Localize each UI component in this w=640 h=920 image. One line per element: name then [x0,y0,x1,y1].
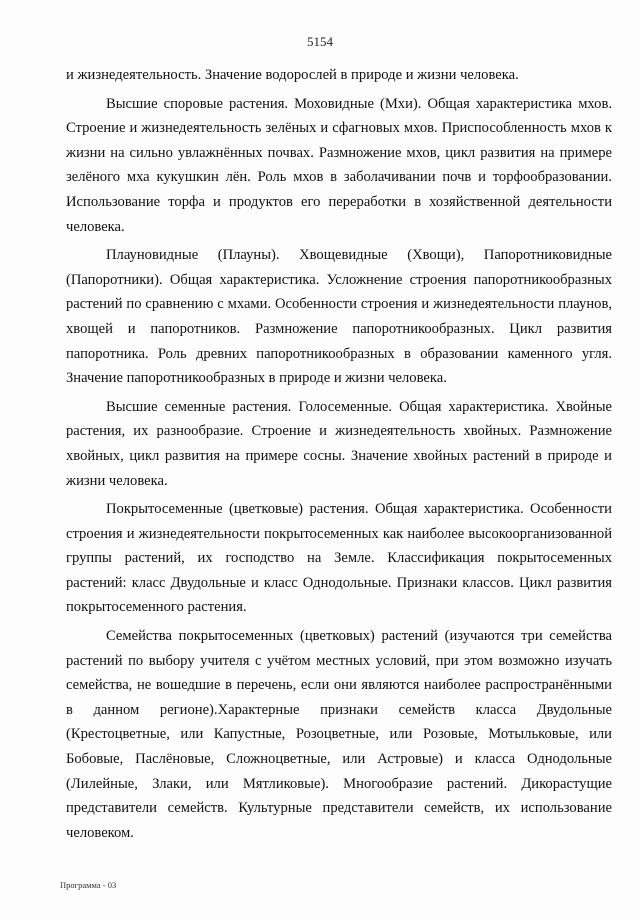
paragraph-ferns: Плауновидные (Плауны). Хвощевидные (Хвощи), Папоротниковидные (Папоротники). Общая характеристика. Усложнение строения папоротникообразных растений по сравнению с мхами. Особенности строения и жизнедеятельности плаунов, хвощей и папоротников. Размножение папоротникообразных. Цикл развития папоротника. Роль древних папоротникообразных в образовании каменного угля. Значение папоротникообразных в природе и жизни человека. [66,247,612,387]
paragraph-families: Семейства покрытосеменных (цветковых) растений (изучаются три семейства растений по выбору учителя с учётом местных условий, при этом возможно изучать семейства, не вошедшие в перечень, если они являются наиболее распространёнными в данном регионе).Характерные признаки семейств класса Двудольные (Крестоцветные, или Капустные, Розоцветные, или Розовые, Мотыльковые, или Бобовые, Паслёновые, Сложноцветные, или Астровые) и класса Однодольные (Лилейные, Злаки, или Мятликовые). Многообразие растений. Дикорастущие представители семейств. Культурные представители семейств, их использование человеком. [66,628,612,841]
page-footer: Программа - 03 [60,880,117,890]
document-body [66,63,612,849]
paragraph-gymnosperms: Высшие семенные растения. Голосеменные. Общая характеристика. Хвойные растения, их разнообразие. Строение и жизнедеятельность хвойных. Размножение хвойных, цикл развития на примере сосны. Значение хвойных растений в природе и жизни человека. [66,398,612,489]
page-number: 5154 [307,34,333,49]
paragraph-angiosperms: Покрытосеменные (цветковые) растения. Общая характеристика. Особенности строения и жизнедеятельности покрытосеменных как наиболее высокоорганизованной группы растений, их господство на Земле. Классификация покрытосеменных растений: класс Двудольные и класс Однодольные. Признаки классов. Цикл развития покрытосеменного растения. [66,501,612,616]
paragraph-continuation: и жизнедеятельность. Значение водорослей в природе и жизни человека. [66,67,519,83]
paragraph-mosses: Высшие споровые растения. Моховидные (Мхи). Общая характеристика мхов. Строение и жизнедеятельность зелёных и сфагновых мхов. Приспособленность мхов к жизни на сильно увлажнённых почвах. Размножение мхов, цикл развития на примере зелёного мха кукушкин лён. Роль мхов в заболачивании почв и торфообразовании. Использование торфа и продуктов его переработки в хозяйственной деятельности человека. [66,95,612,235]
